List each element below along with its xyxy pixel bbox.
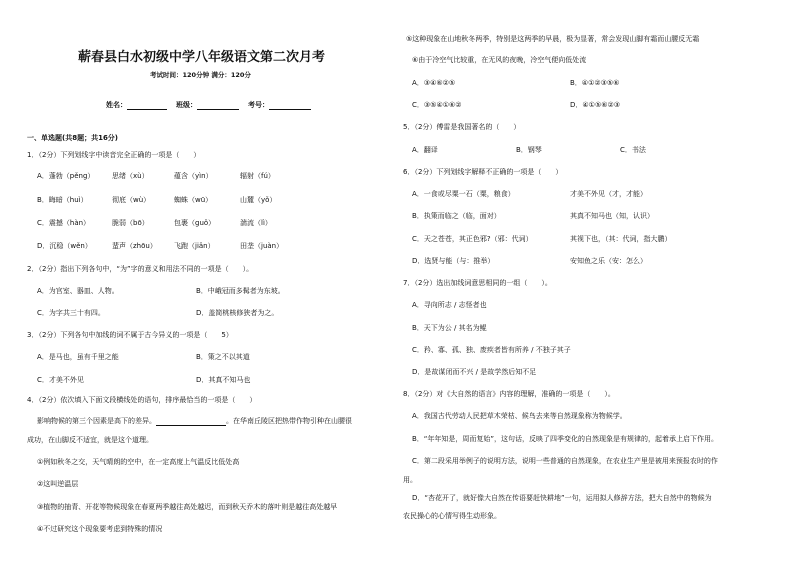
id-label: 考号： <box>248 101 269 109</box>
q1-option-a2: 思绪（xù） <box>112 172 149 180</box>
q4-option-b[interactable]: B．④①②③⑤⑥ <box>570 79 620 87</box>
q1-option-d1[interactable]: D．沉稳（wěn） <box>37 242 92 250</box>
id-blank[interactable] <box>269 101 311 110</box>
q4-stem: 4．（2分）依次填入下面文段横线处的语句，排序最恰当的一项是（ ） <box>27 396 257 404</box>
q4-passage-line1 <box>37 417 352 426</box>
page-title: 蕲春县白水初级中学八年级语文第二次月考 <box>78 50 326 65</box>
q4-blank[interactable] <box>156 417 226 426</box>
q1-option-a1[interactable]: A．蓬勃（pěng） <box>37 172 95 180</box>
q1-option-b4: 山麓（yǒ） <box>240 196 277 204</box>
q1-option-b3: 蜘蛛（wū） <box>174 196 213 204</box>
q4-option-a[interactable]: A．③④⑥②⑤ <box>412 79 456 87</box>
q6-stem: 6．（2分）下列划线字解释不正确的一项是（ ） <box>403 168 563 176</box>
q6-option-b[interactable]: B．执策而临之（临，面对） <box>412 212 501 220</box>
q4-sentence-4: ④不过研究这个现象要考虑到特殊的情况 <box>37 525 163 533</box>
q1-stem: 1．（2分）下列划线字中读音完全正确的一项是（ ） <box>27 151 201 159</box>
q8-stem: 8．（2分）对《大自然的语言》内容的理解，准确的一项是（ ）。 <box>403 390 615 398</box>
q5-option-c[interactable]: C．书法 <box>620 146 646 154</box>
q4-option-c[interactable]: C．③⑤④①⑥② <box>412 101 462 109</box>
name-field[interactable] <box>106 101 167 110</box>
q6-option-d[interactable]: D．选贤与能（与：推举） <box>412 257 495 265</box>
q8-option-c[interactable]: C．第二段采用举例子的说明方法，说明一些普通的自然现象，在农业生产里是被用来预报农时的作 <box>412 457 718 465</box>
q5-option-a[interactable]: A．翻译 <box>412 146 438 154</box>
name-blank[interactable] <box>127 101 167 110</box>
q2-option-d[interactable]: D．盖简桃核修狭者为之。 <box>196 309 279 317</box>
q4-sentence-2: ②这叫逆温层 <box>37 480 79 488</box>
q3-option-c[interactable]: C．才美不外见 <box>37 376 84 384</box>
q8-option-d-cont: 农民操心的心情写得生动形象。 <box>403 512 501 520</box>
q7-option-c[interactable]: C．矜、寡、孤、独、废疾者皆有所养 / 不独子其子 <box>412 346 571 354</box>
q3-option-a[interactable]: A．是马也，虽有千里之能 <box>37 353 119 361</box>
q1-option-b2: 彻底（wù） <box>112 196 151 204</box>
q4-passage-b: 。在华南丘陵区把热带作物引种在山腰很 <box>226 417 352 425</box>
q1-option-c1[interactable]: C．震撼（hàn） <box>37 219 91 227</box>
q6-option-c-part2: 其视下也，（其：代词，指大鹏） <box>570 235 672 243</box>
q7-stem: 7．（2分）选出加线词意思相同的一组（ ）。 <box>403 279 552 287</box>
q1-option-d4: 田垄（juàn） <box>240 242 284 250</box>
q3-option-d[interactable]: D．其真不知马也 <box>196 376 251 384</box>
q6-option-b-part2: 其真不知马也（知，认识） <box>570 212 654 220</box>
q1-option-a4: 辐射（fú） <box>240 172 275 180</box>
q4-sentence-3: ③植物的抽青、开花等物候现象在春夏两季越往高处越迟，而到秋天乔木的落叶则是越往高处越早 <box>37 503 338 511</box>
q4-passage-line2: 成功，在山脚反不适宜，就是这个道理。 <box>27 436 153 444</box>
q1-option-d3: 飞跑（jiǎn） <box>174 242 215 250</box>
exam-info: 考试时间：120分钟 满分：120分 <box>150 71 251 79</box>
q2-option-a[interactable]: A．为宫室、器皿、人物。 <box>37 287 119 295</box>
q3-option-b[interactable]: B．策之不以其道 <box>196 353 250 361</box>
q7-option-b[interactable]: B．天下为公 / 其名为鲲 <box>412 324 487 332</box>
q4-sentence-5: ⑤这种现象在山地秋冬两季，特别是这两季的早晨，极为显著，常会发现山脚有霜而山腰反无霜 <box>406 35 700 43</box>
q8-option-c-cont: 用。 <box>403 476 417 484</box>
q1-option-a3: 蕴含（yìn） <box>174 172 213 180</box>
class-field[interactable] <box>176 101 239 110</box>
q2-option-c[interactable]: C．为字共三十有四。 <box>37 309 105 317</box>
name-label: 姓名： <box>106 101 127 109</box>
q1-option-c2: 脆弱（bō） <box>112 219 149 227</box>
q5-option-b[interactable]: B．钢琴 <box>516 146 542 154</box>
q7-option-a[interactable]: A．寻向所志 / 志怪者也 <box>412 301 487 309</box>
q2-option-b[interactable]: B．中峨冠而多髯者为东坡。 <box>196 287 285 295</box>
q1-option-d2: 蜚声（zhōu） <box>112 242 157 250</box>
q2-stem: 2．（2分）指出下列各句中，“为”字的意义和用法不同的一项是（ ）。 <box>27 265 254 273</box>
q8-option-a[interactable]: A．我国古代劳动人民把草木荣枯、候鸟去来等自然现象称为物候学。 <box>412 412 627 420</box>
q1-option-c3: 包裹（guǒ） <box>174 219 216 227</box>
q4-sentence-6: ⑥由于冷空气比较重，在无风的夜晚，冷空气便向低处流 <box>412 56 587 64</box>
q1-option-b1[interactable]: B．晦暗（huì） <box>37 196 88 204</box>
q6-option-d-part2: 安知鱼之乐（安：怎么） <box>570 257 647 265</box>
q4-option-d[interactable]: D．④①⑤⑥②③ <box>570 101 621 109</box>
q6-option-c[interactable]: C．天之苍苍，其正色邪?（邪：代词） <box>412 235 533 243</box>
section-heading: 一、单选题(共8题；共16分) <box>27 134 119 142</box>
q1-option-c4: 湍流（lì） <box>240 219 272 227</box>
q8-option-b[interactable]: B．“年年知是，周而复始”，这句话，反映了四季变化的自然现象是有规律的，起着承上启下作用。 <box>412 435 719 443</box>
q3-stem: 3．（2分）下列各句中加线的词不属于古今异义的一项是（ 5） <box>27 331 233 339</box>
id-field[interactable] <box>248 101 311 110</box>
q5-stem: 5．（2分）傅雷是我国著名的（ ） <box>403 123 521 131</box>
q4-passage-a: 影响物候的第三个因素是高下的差异。 <box>37 417 156 425</box>
q6-option-a-part2: 才美不外见（才，才能） <box>570 190 647 198</box>
q8-option-d[interactable]: D．“杏花开了，就好像大自然在传语要赶快耕地”一句，运用拟人修辞方法，把大自然中的物候为 <box>412 494 712 502</box>
q7-option-d[interactable]: D．是故谋闭而不兴 / 是故学然后知不足 <box>412 368 537 376</box>
q4-sentence-1: ①例如秋冬之交，天气晴朗的空中，在一定高度上气温反比低处高 <box>37 458 240 466</box>
class-blank[interactable] <box>197 101 239 110</box>
class-label: 班级： <box>176 101 197 109</box>
q6-option-a[interactable]: A．一食或尽粟一石（粟，粮食） <box>412 190 515 198</box>
